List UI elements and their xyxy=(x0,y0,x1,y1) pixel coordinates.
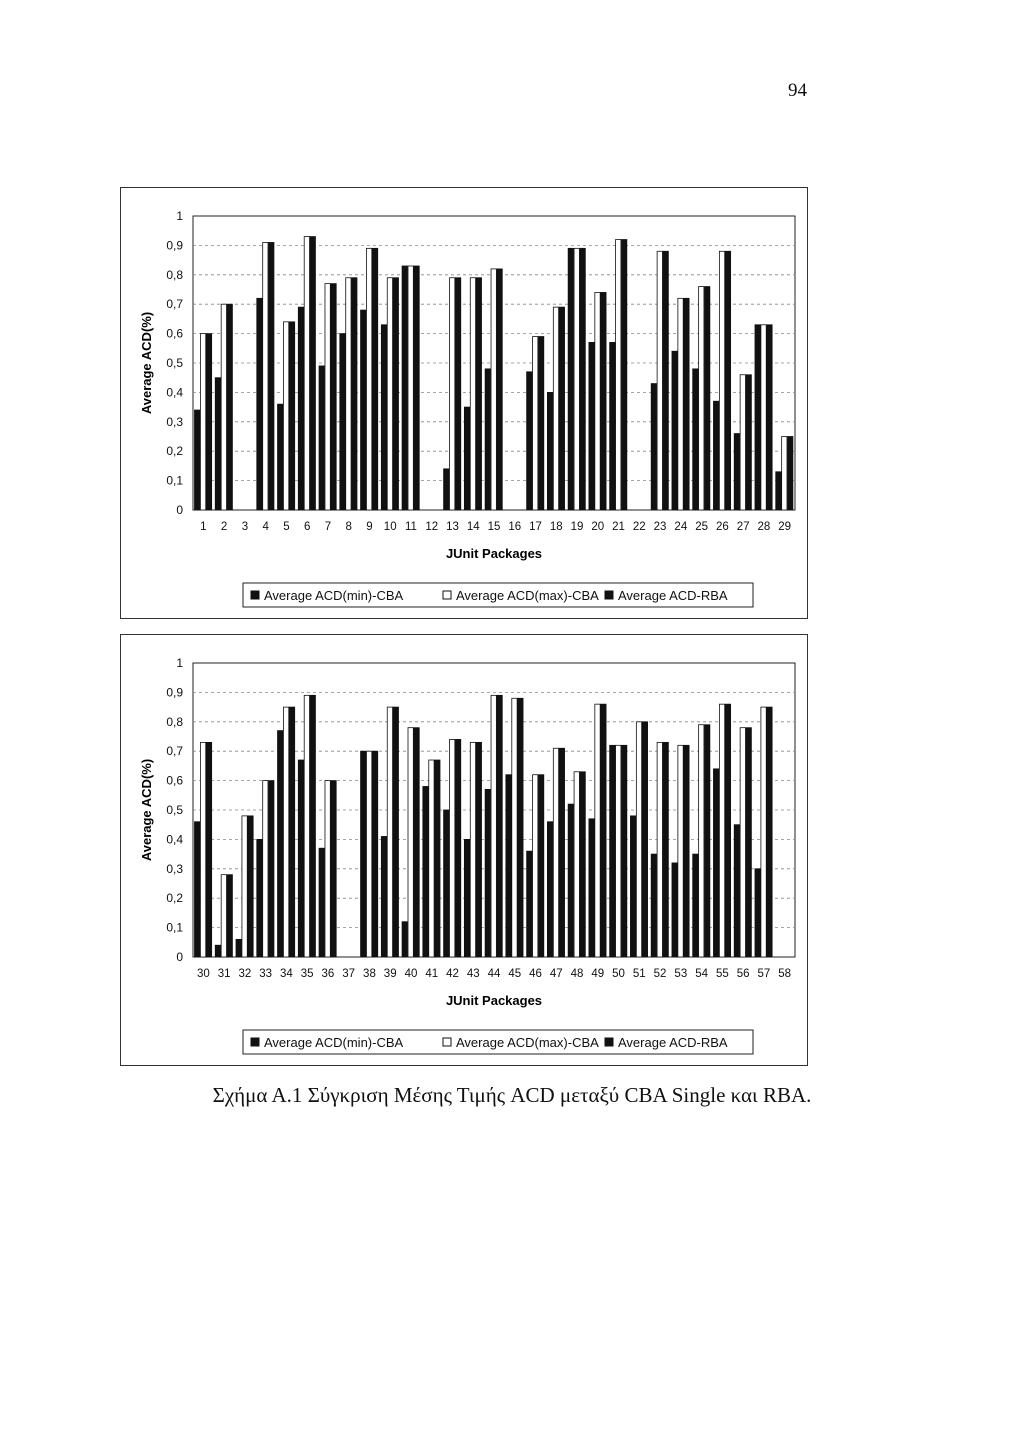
y-tick-label: 0,8 xyxy=(166,714,183,729)
y-tick-label: 0,7 xyxy=(166,297,183,312)
bar-min-cba xyxy=(527,851,532,957)
x-tick-label: 28 xyxy=(757,521,771,533)
y-tick-label: 0,9 xyxy=(166,685,183,700)
y-tick-label: 0,4 xyxy=(166,832,183,847)
x-tick-label: 53 xyxy=(674,968,688,980)
bar-max-cba xyxy=(699,287,704,510)
bar-rba xyxy=(476,742,481,957)
bar-rba xyxy=(331,781,336,957)
legend-swatch xyxy=(251,1038,259,1046)
bar-max-cba xyxy=(761,325,766,510)
bar-max-cba xyxy=(595,292,600,510)
bar-max-cba xyxy=(325,284,330,510)
bar-min-cba xyxy=(278,731,283,957)
bar-min-cba xyxy=(278,404,283,510)
legend-entry: Average ACD-RBA xyxy=(618,1035,728,1050)
bar-max-cba xyxy=(512,698,517,957)
page-number: 94 xyxy=(788,80,807,101)
chart-1-svg xyxy=(121,188,807,618)
bar-max-cba xyxy=(304,695,309,957)
bar-min-cba xyxy=(381,325,386,510)
x-tick-label: 24 xyxy=(674,521,688,533)
bar-rba xyxy=(310,237,315,510)
bar-rba xyxy=(580,772,585,957)
bar-min-cba xyxy=(568,248,573,510)
y-axis-label: Average ACD(%) xyxy=(139,311,154,415)
bar-min-cba xyxy=(257,298,262,510)
bar-max-cba xyxy=(387,707,392,957)
x-tick-label: 30 xyxy=(196,968,210,980)
bar-rba xyxy=(518,698,523,957)
y-tick-label: 0,3 xyxy=(166,414,183,429)
legend-swatch xyxy=(605,591,613,599)
bar-rba xyxy=(497,695,502,957)
x-tick-label: 10 xyxy=(383,521,397,533)
x-tick-label: 57 xyxy=(757,968,771,980)
x-tick-label: 29 xyxy=(778,521,792,533)
bar-max-cba xyxy=(387,278,392,510)
bar-max-cba xyxy=(657,742,662,957)
bar-rba xyxy=(642,722,647,957)
bar-rba xyxy=(269,242,274,510)
bar-max-cba xyxy=(263,781,268,957)
bar-max-cba xyxy=(616,240,621,510)
y-tick-label: 1 xyxy=(176,209,183,223)
bar-min-cba xyxy=(402,266,407,510)
bar-min-cba xyxy=(734,434,739,510)
x-tick-label: 21 xyxy=(612,521,625,533)
bar-rba xyxy=(289,322,294,510)
bar-rba xyxy=(601,292,606,510)
legend-entry: Average ACD-RBA xyxy=(618,588,728,603)
bar-rba xyxy=(352,278,357,510)
bar-min-cba xyxy=(672,863,677,957)
x-tick-label: 33 xyxy=(259,968,273,980)
bar-rba xyxy=(206,742,211,957)
y-tick-label: 0,1 xyxy=(166,473,183,488)
bar-max-cba xyxy=(263,242,268,510)
bar-rba xyxy=(227,875,232,957)
x-tick-label: 37 xyxy=(342,968,356,980)
bar-rba xyxy=(684,298,689,510)
bar-min-cba xyxy=(610,745,615,957)
x-tick-label: 44 xyxy=(487,968,501,980)
legend-swatch xyxy=(251,591,259,599)
y-tick-label: 0,9 xyxy=(166,238,183,253)
chart-2-svg xyxy=(121,635,807,1065)
bar-max-cba xyxy=(429,760,434,957)
bar-rba xyxy=(372,248,377,510)
bar-max-cba xyxy=(616,745,621,957)
x-tick-label: 17 xyxy=(529,521,542,533)
bar-min-cba xyxy=(195,822,200,957)
x-tick-label: 50 xyxy=(612,968,625,980)
bar-max-cba xyxy=(740,375,745,510)
bar-min-cba xyxy=(381,836,386,957)
x-tick-label: 31 xyxy=(217,968,231,980)
x-tick-label: 45 xyxy=(508,968,522,980)
x-tick-label: 16 xyxy=(508,521,522,533)
y-tick-label: 0,2 xyxy=(166,444,183,459)
bar-rba xyxy=(497,269,502,510)
x-tick-label: 2 xyxy=(220,521,228,533)
bar-max-cba xyxy=(221,304,226,510)
x-tick-label: 49 xyxy=(591,968,605,980)
bar-max-cba xyxy=(699,725,704,957)
bar-min-cba xyxy=(755,325,760,510)
bar-max-cba xyxy=(346,278,351,510)
bar-max-cba xyxy=(221,875,226,957)
legend-entry: Average ACD(min)-CBA xyxy=(264,1035,404,1050)
x-tick-label: 51 xyxy=(632,968,646,980)
legend-entry: Average ACD(min)-CBA xyxy=(264,588,404,603)
y-tick-label: 0 xyxy=(176,950,183,964)
x-tick-label: 47 xyxy=(549,968,563,980)
bar-min-cba xyxy=(464,839,469,957)
bar-max-cba xyxy=(782,437,787,511)
bar-min-cba xyxy=(464,407,469,510)
bar-max-cba xyxy=(719,251,724,510)
bar-min-cba xyxy=(713,769,718,957)
bar-rba xyxy=(393,278,398,510)
x-axis-label: JUnit Packages xyxy=(445,546,543,561)
y-tick-label: 0 xyxy=(176,503,183,517)
bar-max-cba xyxy=(366,248,371,510)
bar-rba xyxy=(206,334,211,510)
figure-caption: Σχήμα Α.1 Σύγκριση Μέσης Τιμής ACD μεταξύ CBA Single και RBA. xyxy=(212,1083,812,1107)
bar-rba xyxy=(393,707,398,957)
bar-min-cba xyxy=(485,789,490,957)
x-tick-label: 38 xyxy=(363,968,376,980)
x-tick-label: 5 xyxy=(283,521,290,533)
x-tick-label: 15 xyxy=(487,521,501,533)
chart-1 xyxy=(120,187,808,619)
bar-max-cba xyxy=(761,707,766,957)
chart-2 xyxy=(120,634,808,1066)
x-tick-label: 20 xyxy=(591,521,605,533)
bar-rba xyxy=(580,248,585,510)
bar-min-cba xyxy=(361,751,366,957)
x-tick-label: 40 xyxy=(404,968,418,980)
bar-max-cba xyxy=(283,707,288,957)
legend-swatch xyxy=(443,1038,451,1046)
bar-rba xyxy=(746,728,751,957)
bar-min-cba xyxy=(693,854,698,957)
bar-rba xyxy=(248,816,253,957)
bar-rba xyxy=(663,251,668,510)
bar-rba xyxy=(476,278,481,510)
x-tick-label: 46 xyxy=(529,968,542,980)
x-tick-label: 12 xyxy=(425,521,439,533)
x-tick-label: 11 xyxy=(404,521,417,533)
bar-rba xyxy=(289,707,294,957)
bar-min-cba xyxy=(527,372,532,510)
x-tick-label: 4 xyxy=(262,521,269,533)
y-tick-label: 0,7 xyxy=(166,744,183,759)
bar-min-cba xyxy=(236,939,241,957)
bar-min-cba xyxy=(257,839,262,957)
bar-rba xyxy=(414,266,419,510)
bar-max-cba xyxy=(325,781,330,957)
bar-min-cba xyxy=(651,854,656,957)
x-tick-label: 43 xyxy=(466,968,480,980)
y-tick-label: 0,5 xyxy=(166,803,183,817)
bar-rba xyxy=(331,284,336,510)
y-tick-label: 0,6 xyxy=(166,326,183,341)
bar-min-cba xyxy=(361,310,366,510)
x-tick-label: 13 xyxy=(446,521,459,533)
bar-min-cba xyxy=(215,378,220,510)
bar-max-cba xyxy=(678,298,683,510)
x-tick-label: 6 xyxy=(303,521,311,533)
bar-min-cba xyxy=(630,816,635,957)
bar-rba xyxy=(705,725,710,957)
bar-rba xyxy=(414,728,419,957)
x-tick-label: 54 xyxy=(695,968,708,980)
bar-min-cba xyxy=(547,822,552,957)
bar-max-cba xyxy=(574,248,579,510)
x-tick-label: 7 xyxy=(324,521,332,533)
bar-max-cba xyxy=(678,745,683,957)
x-tick-label: 56 xyxy=(736,968,750,980)
bar-min-cba xyxy=(340,334,345,510)
x-tick-label: 1 xyxy=(200,521,207,533)
bar-min-cba xyxy=(298,307,303,510)
bar-rba xyxy=(455,739,460,957)
x-tick-label: 35 xyxy=(300,968,314,980)
bar-min-cba xyxy=(506,775,511,957)
bar-rba xyxy=(559,307,564,510)
bar-max-cba xyxy=(719,704,724,957)
bar-rba xyxy=(559,748,564,957)
x-tick-label: 14 xyxy=(466,521,480,533)
y-tick-label: 0,5 xyxy=(166,356,183,370)
x-tick-label: 27 xyxy=(736,521,750,533)
bar-min-cba xyxy=(589,342,594,510)
bar-max-cba xyxy=(470,278,475,510)
legend-swatch xyxy=(605,1038,613,1046)
bar-min-cba xyxy=(713,401,718,510)
x-tick-label: 19 xyxy=(570,521,584,533)
bar-max-cba xyxy=(366,751,371,957)
bar-min-cba xyxy=(298,760,303,957)
bar-rba xyxy=(455,278,460,510)
bar-min-cba xyxy=(423,786,428,957)
bar-rba xyxy=(725,704,730,957)
x-tick-label: 25 xyxy=(695,521,708,533)
x-tick-label: 8 xyxy=(345,521,352,533)
x-tick-label: 9 xyxy=(366,521,373,533)
bar-min-cba xyxy=(568,804,573,957)
bar-max-cba xyxy=(491,695,496,957)
bar-max-cba xyxy=(574,772,579,957)
bar-max-cba xyxy=(740,728,745,957)
x-tick-label: 22 xyxy=(632,521,646,533)
bar-rba xyxy=(622,240,627,510)
y-tick-label: 0,3 xyxy=(166,861,183,876)
y-tick-label: 1 xyxy=(176,656,183,670)
bar-rba xyxy=(746,375,751,510)
bar-max-cba xyxy=(470,742,475,957)
x-tick-label: 26 xyxy=(715,521,729,533)
legend-entry: Average ACD(max)-CBA xyxy=(456,1035,599,1050)
bar-rba xyxy=(788,437,793,511)
bar-rba xyxy=(767,325,772,510)
bar-rba xyxy=(622,745,627,957)
bar-rba xyxy=(705,287,710,510)
bar-max-cba xyxy=(200,742,205,957)
x-tick-label: 18 xyxy=(549,521,563,533)
bar-rba xyxy=(227,304,232,510)
x-tick-label: 36 xyxy=(321,968,335,980)
bar-max-cba xyxy=(636,722,641,957)
bar-min-cba xyxy=(755,869,760,957)
legend-entry: Average ACD(max)-CBA xyxy=(456,588,599,603)
bar-min-cba xyxy=(734,825,739,957)
bar-min-cba xyxy=(610,342,615,510)
bar-min-cba xyxy=(195,410,200,510)
bar-rba xyxy=(435,760,440,957)
bar-rba xyxy=(684,745,689,957)
bar-min-cba xyxy=(402,922,407,957)
y-tick-label: 0,6 xyxy=(166,773,183,788)
bar-max-cba xyxy=(450,739,455,957)
y-tick-label: 0,8 xyxy=(166,267,183,282)
y-axis-label: Average ACD(%) xyxy=(139,758,154,862)
bar-rba xyxy=(269,781,274,957)
y-tick-label: 0,1 xyxy=(166,920,183,935)
x-axis-label: JUnit Packages xyxy=(445,993,543,1008)
bar-max-cba xyxy=(450,278,455,510)
bar-rba xyxy=(663,742,668,957)
bar-min-cba xyxy=(215,945,220,957)
x-tick-label: 32 xyxy=(238,968,252,980)
bar-max-cba xyxy=(553,748,558,957)
x-tick-label: 3 xyxy=(241,521,249,533)
x-tick-label: 42 xyxy=(446,968,459,980)
bar-rba xyxy=(725,251,730,510)
bar-rba xyxy=(310,695,315,957)
bar-max-cba xyxy=(283,322,288,510)
x-tick-label: 52 xyxy=(653,968,667,980)
bar-max-cba xyxy=(553,307,558,510)
bar-max-cba xyxy=(242,816,247,957)
y-tick-label: 0,4 xyxy=(166,385,183,400)
bar-min-cba xyxy=(672,351,677,510)
bar-max-cba xyxy=(595,704,600,957)
x-tick-label: 58 xyxy=(778,968,792,980)
bar-rba xyxy=(601,704,606,957)
bar-min-cba xyxy=(651,384,656,510)
bar-max-cba xyxy=(304,237,309,510)
y-tick-label: 0,2 xyxy=(166,891,183,906)
x-tick-label: 23 xyxy=(653,521,667,533)
bar-max-cba xyxy=(491,269,496,510)
bar-max-cba xyxy=(408,266,413,510)
bar-rba xyxy=(538,337,543,510)
bar-rba xyxy=(767,707,772,957)
bar-min-cba xyxy=(444,810,449,957)
x-tick-label: 41 xyxy=(425,968,439,980)
bar-min-cba xyxy=(485,369,490,510)
bar-min-cba xyxy=(319,366,324,510)
bar-min-cba xyxy=(776,472,781,510)
bar-min-cba xyxy=(693,369,698,510)
x-tick-label: 34 xyxy=(280,968,293,980)
bar-min-cba xyxy=(319,848,324,957)
bar-min-cba xyxy=(444,469,449,510)
bar-rba xyxy=(372,751,377,957)
bar-max-cba xyxy=(657,251,662,510)
legend-swatch xyxy=(443,591,451,599)
bar-max-cba xyxy=(408,728,413,957)
bar-max-cba xyxy=(200,334,205,510)
bar-rba xyxy=(538,775,543,957)
x-tick-label: 48 xyxy=(570,968,584,980)
bar-min-cba xyxy=(589,819,594,957)
bar-max-cba xyxy=(533,337,538,510)
bar-min-cba xyxy=(547,392,552,510)
x-tick-label: 39 xyxy=(383,968,397,980)
x-tick-label: 55 xyxy=(715,968,729,980)
bar-max-cba xyxy=(533,775,538,957)
